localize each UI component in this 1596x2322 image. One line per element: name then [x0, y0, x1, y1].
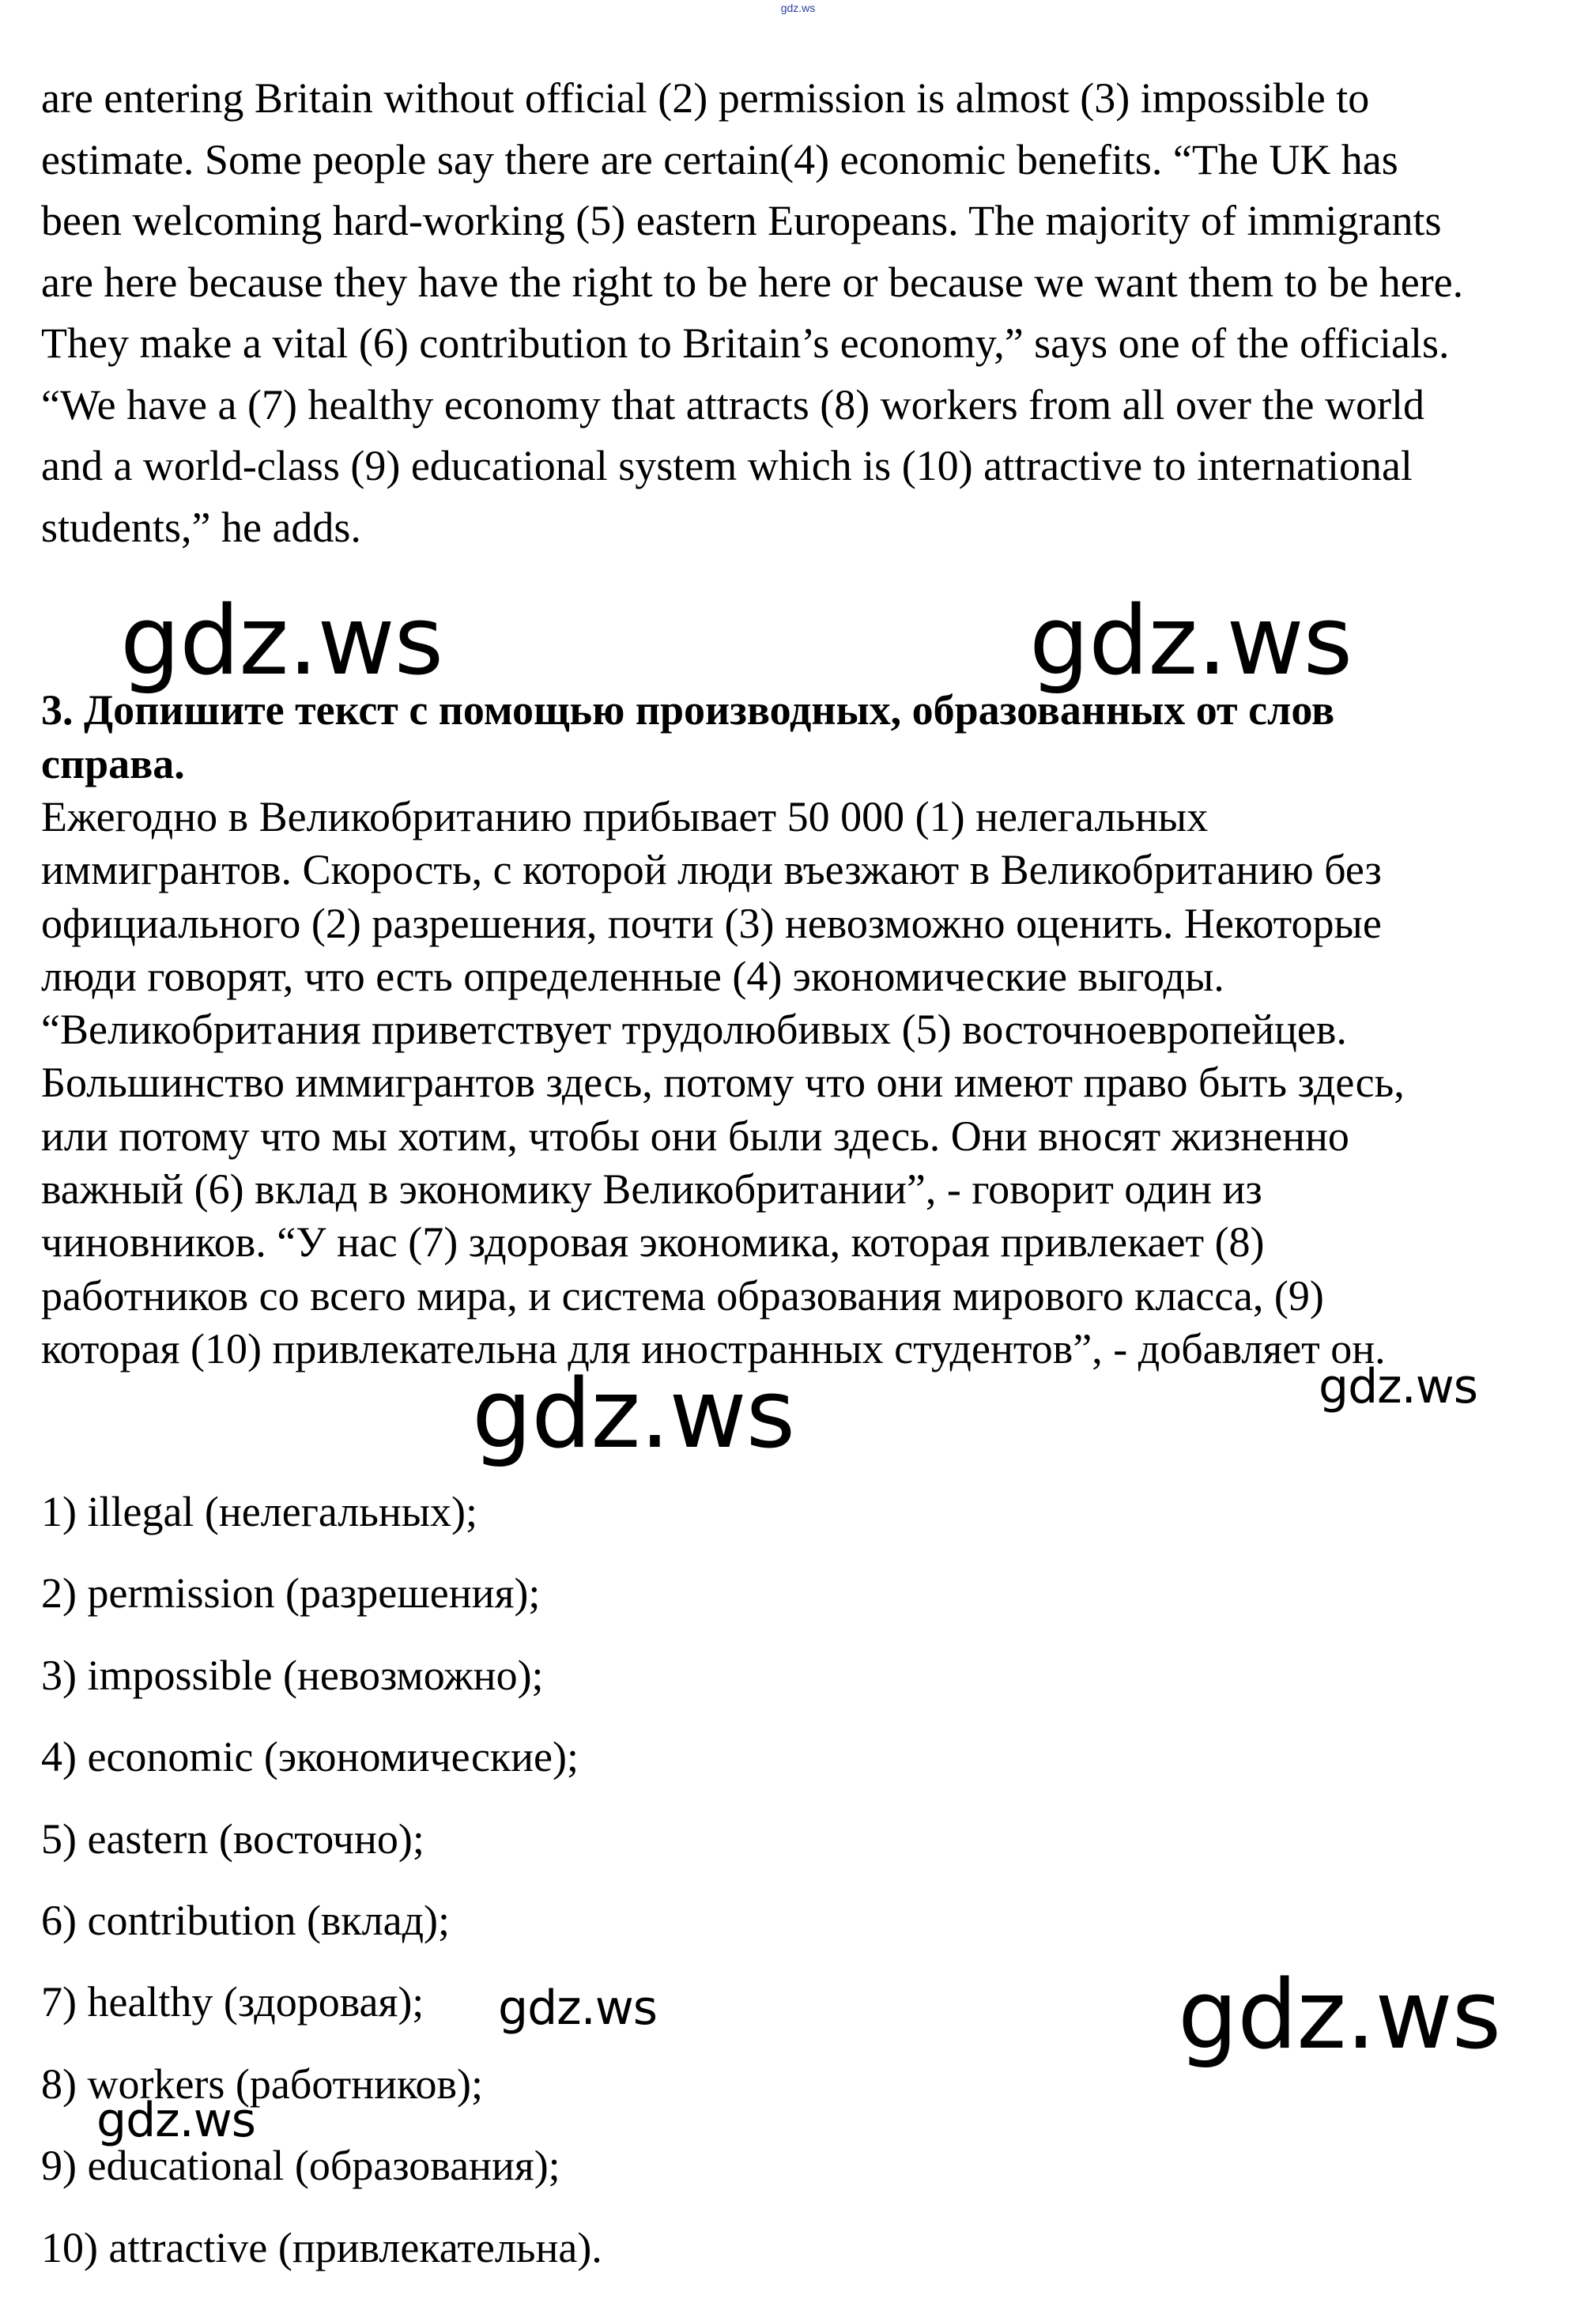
answer-item: 2) permission (разрешения); [41, 1569, 541, 1618]
text-line: been welcoming hard-working (5) eastern Europeans. The majority of immigrants [41, 197, 1442, 244]
task-title-line: справа. [41, 740, 185, 787]
answer-item: 9) educational (образования); [41, 2142, 560, 2190]
text-line: важный (6) вклад в экономику Великобритании”, - говорит один из [41, 1165, 1262, 1214]
text-line: работников со всего мира, и система образования мирового класса, (9) [41, 1271, 1324, 1320]
text-line: students,” he adds. [41, 503, 361, 551]
text-line: and a world-class (9) educational system which is (10) attractive to international [41, 442, 1413, 489]
watermark: gdz.ws [1319, 1359, 1478, 1414]
answer-item: 1) illegal (нелегальных); [41, 1488, 478, 1535]
text-line: люди говорят, что есть определенные (4) экономические выгоды. [41, 952, 1224, 1000]
text-line: estimate. Some people say there are certain(4) economic benefits. “The UK has [41, 135, 1398, 183]
answer-list [41, 1486, 602, 2304]
text-line: официального (2) разрешения, почти (3) невозможно оценить. Некоторые [41, 899, 1382, 947]
answer-item: 7) healthy (здоровая); [41, 1978, 424, 2026]
answer-item: 5) eastern (восточно); [41, 1814, 424, 1863]
watermark: gdz.ws [1029, 587, 1353, 697]
task-title-line: 3. Допишите текст с помощью производных, образованных от слов [41, 686, 1335, 734]
text-line: или потому что мы хотим, чтобы они были здесь. Они вносят жизненно [41, 1112, 1349, 1160]
text-line: are entering Britain without official (2) permission is almost (3) impossible to [41, 74, 1370, 122]
watermark: gdz.ws [498, 1980, 658, 2036]
answer-item: 6) contribution (вклад); [41, 1896, 451, 1944]
text-line: “We have a (7) healthy economy that attracts (8) workers from all over the world [41, 380, 1424, 429]
text-line: They make a vital (6) contribution to Britain’s economy,” says one of the officials. [41, 319, 1450, 367]
text-line: Ежегодно в Великобританию прибывает 50 000 (1) нелегальных [41, 793, 1209, 840]
answer-item: 4) economic (экономические); [41, 1733, 579, 1781]
watermark: gdz.ws [120, 587, 443, 697]
answer-item: 10) attractive (привлекательна). [41, 2223, 602, 2271]
text-line: чиновников. “У нас (7) здоровая экономика, которая привлекает (8) [41, 1218, 1265, 1267]
text-line: которая (10) привлекательна для иностранных студентов”, - добавляет он. [41, 1324, 1386, 1372]
russian-paragraph [41, 791, 1590, 1376]
english-paragraph [41, 68, 1590, 558]
watermark: gdz.ws [96, 2093, 256, 2148]
task-title [41, 683, 1590, 791]
watermark: gdz.ws [1178, 1961, 1501, 2071]
header-watermark: gdz.ws [780, 2, 816, 14]
text-line: иммигрантов. Скорость, с которой люди въезжают в Великобританию без [41, 846, 1382, 894]
watermark: gdz.ws [472, 1360, 795, 1470]
answer-item: 3) impossible (невозможно); [41, 1651, 544, 1699]
text-line: are here because they have the right to be here or because we want them to be here. [41, 258, 1464, 306]
text-line: “Великобритания приветствует трудолюбивых (5) восточноевропейцев. [41, 1006, 1347, 1054]
text-line: Большинство иммигрантов здесь, потому что они имеют право быть здесь, [41, 1059, 1405, 1107]
answer-item: 8) workers (работников); [41, 2060, 484, 2108]
